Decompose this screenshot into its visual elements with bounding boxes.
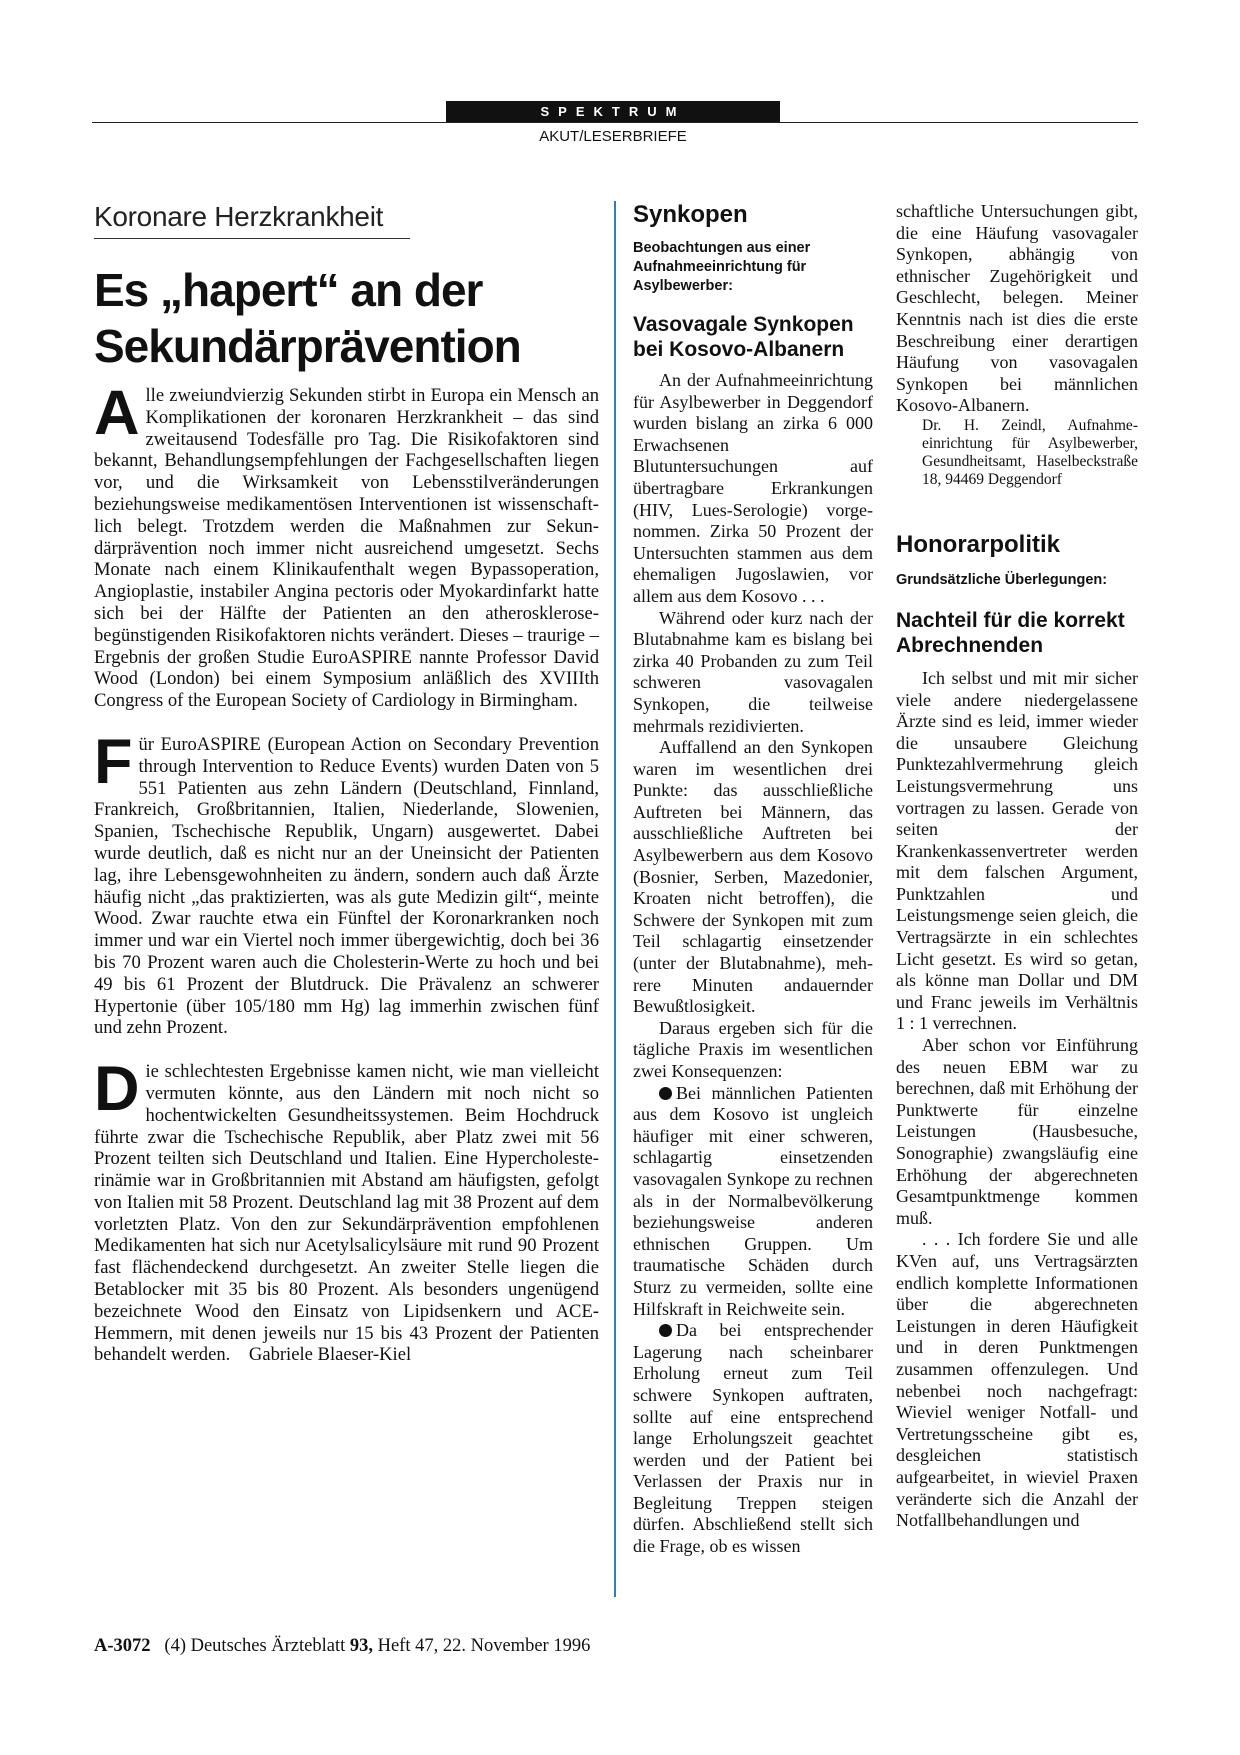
letter-paragraph: Auffallend an den Synkopen waren im wesentlichen drei Punkte: das ausschließliche Auftreten bei Männern, das ausschließliche Auftreten bei Asylbewerbern aus dem Kosovo (Bosnier, Serben, Mazedonier, Kroaten nicht betroffen), die Schwere der Synkopen mit zum Teil schlagartig einsetzender (unter der Blutabnahme), mehrere Minuten andauernder Bewußtlosigkeit. — [633, 737, 873, 1017]
topic-underline — [94, 238, 410, 239]
bullet-text: Da bei entsprechender Lagerung nach scheinbarer Erholung erneut zum Teil schwere Synkopen auftraten, sollte auf eine entsprechend lange Erholungszeit geachtet werden und der Patient bei Verlassen der Praxis nur in Begleitung Treppen steigen dürfen. Abschließend stellt sich die Frage, ob es wissen — [633, 1320, 873, 1557]
letter-paragraph: schaftliche Untersuchungen gibt, die eine Häufung vasovagaler Synkopen, abhängig von ethnischer Zugehörigkeit und Geschlecht, belegen. Meiner Kenntnis nach ist dies die erste Beschreibung einer derartigen Häufung von vasovagalen Synkopen bei männlichen Kosovo-Albanern. — [896, 201, 1138, 416]
bullet-icon — [659, 1087, 672, 1100]
letter-body-continued — [896, 201, 1138, 417]
drop-cap: D — [94, 1054, 140, 1125]
paragraph-text: ie schlechtesten Ergebnisse kamen nicht, wie man vielleicht vermuten könnte, aus den Ländern mit noch nicht so hochentwickelten Gesundheitssystemen. Beim Hochdruck führte zwar die Tschechische Republik, aber Platz zwei mit 56 Prozent teilten sich Deutschland und Italien. Eine Hypercholesterinämie war in Großbritannien mit Abstand am häufigsten, gefolgt von Italien mit 58 Prozent. Deutschland lag mit 38 Prozent auf dem vorletzten Platz. Von den zur Sekundärprävention empfohlenen Medikamenten hat sich nur Acetylsalicylsäure mit rund 90 Prozent fast flächendeckend durchgesetzt. An zweiter Stelle liegen die Betablocker mit 35 bis 80 Prozent. Als besonders ungenügend bezeichnete Wood den Einsatz von Lipidsenkern und ACE-Hemmern, mit denen jeweils nur 15 bis 43 Prozent der Patienten behandelt werden. — [94, 1061, 599, 1366]
letter-synkopen — [633, 201, 873, 1558]
journal-volume: 93, — [349, 1636, 373, 1656]
letter-paragraph — [633, 1083, 873, 1321]
letter-paragraph: Aber schon vor Einführung des neuen EBM war zu berechnen, daß mit Erhöhung der Punktwerte für einzelne Leistungen (Hausbesuche, Sonographie) zwangsläufig eine Erhöhung der abgerechneten Gesamtpunktmenge kommen muß. — [896, 1035, 1138, 1228]
letter-paragraph: Ich selbst und mit mir sicher viele andere niedergelassene Ärzte sind es leid, immer wieder die unsaubere Gleichung Punktezahlvermehrung gleich Leistungsvermehrung uns vortragen zu lassen. Gerade von seiten der Krankenkassenvertreter werden mit dem falschen Argument, Punktzahlen und Leistungsmenge seien gleich, die Vertragsärzte in ein schlechtes Licht gesetzt. Es wird so getan, als könne man Dollar und DM und Franc jeweils im Verhältnis 1 : 1 verrechnen. — [896, 667, 1138, 1034]
article-topic: Koronare Herzkrankheit — [94, 201, 384, 232]
bullet-text: Bei männlichen Patienten aus dem Kosovo ist ungleich häufiger mit einer schweren, schlagartig einsetzenden vasovagalen Synkope zu rechnen als in der Normalbevölkerung beziehungsweise anderen ethnischen Gruppen. Um traumatische Schäden durch Sturz zu vermeiden, sollte eine Hilfskraft in Reichweite sein. — [633, 1082, 873, 1319]
letter-body — [896, 668, 1138, 1532]
header-rule — [92, 122, 1138, 123]
article-paragraph — [94, 1054, 599, 1366]
letter-paragraph — [633, 1320, 873, 1558]
letter-kicker: Beobachtungen aus einer Aufnahmeeinrichtung für Asylbewerber: — [633, 240, 811, 294]
drop-cap: F — [94, 726, 133, 797]
journal-issue: Heft 47, 22. November 1996 — [377, 1636, 591, 1656]
column-three — [896, 201, 1138, 1532]
column-divider — [614, 201, 616, 1597]
letter-body — [633, 370, 873, 1558]
article-author: Gabriele Blaeser-Kiel — [248, 1344, 412, 1366]
subsection-label: AKUT/LESERBRIEFE — [539, 128, 687, 145]
letter-title: Synkopen — [633, 201, 748, 228]
page-footer — [94, 1636, 590, 1657]
article-headline: Es „hapert“ an der Sekundärprävention — [94, 264, 521, 372]
paragraph-text: lle zweiundvierzig Sekunden stirbt in Europa ein Mensch an Komplikationen der koronaren Herzkrankheit – das sind zweitausend Todesfälle pro Tag. Die Risikofaktoren sind bekannt, Behandlungsempfehlungen der Fachgesellschaften liegen vor, und die Wirksamkeit von Lebensstilveränderungen beziehungsweise medikamentösen Interventionen ist wissenschaftlich belegt. Trotzdem werden die Maßnahmen zur Sekundärprävention noch immer nicht ausreichend umgesetzt. Sechs Monate nach einem Klinikaufenthalt wegen Bypassoperation, Angioplastie, instabiler Angina pectoris oder Myokardinfarkt hatte sich bei der Hälfte der Patienten an den atherosklerose-begünstigenden Risikofaktoren nichts verändert. Dieses – traurige – Ergebnis der großen Studie EuroASPIRE nannte Professor David Wood (London) bei einem Symposium anläßlich des XVIIIth Congress of the European Society of Cardiology in Birmingham. — [94, 385, 599, 712]
letter-subtitle: Nachteil für die korrekt Abrechnenden — [896, 608, 1125, 657]
article-paragraph — [94, 378, 599, 712]
letter-paragraph: Während oder kurz nach der Blutabnahme kam es bislang bei zirka 40 Probanden zu zum Teil schweren vasovagalen Synkopen, die teilweise mehrmals rezidivierten. — [633, 607, 873, 736]
letter-paragraph: Daraus ergeben sich für die tägliche Praxis im wesentlichen zwei Konsequenzen: — [633, 1017, 873, 1081]
letter-kicker: Grundsätzliche Überlegungen: — [896, 571, 1108, 588]
page-code: A-3072 — [94, 1636, 151, 1656]
letter-paragraph: An der Aufnahmeeinrichtung für Asylbewerber in Deggendorf wurden bislang an zirka 6 000 Erwachsenen Blutuntersuchungen auf übertragbare Erkrankungen (HIV, Lues-Serologie) vorgenommen. Zirka 50 Prozent der Untersuchten stammen aus dem ehemaligen Jugoslawien, vor allem aus dem Kosovo . . . — [633, 370, 873, 606]
journal-name: Deutsches Ärzteblatt — [190, 1636, 346, 1656]
article-paragraph — [94, 726, 599, 1039]
letter-subtitle: Vasovagale Synkopen bei Kosovo-Albanern — [633, 313, 854, 361]
letter-title: Honorarpolitik — [896, 530, 1061, 558]
section-label: SPEKTRUM — [446, 101, 780, 122]
article-body — [94, 378, 599, 1366]
letter-paragraph: . . . Ich fordere Sie und alle KVen auf, uns Vertragsärzten endlich komplette Informationen über die abgerechneten Leistungen in deren Häufigkeit und in deren Punktmengen zusammen offenzulegen. Und nebenbei noch nachgefragt: Wieviel weniger Notfall- und Vertretungsscheine gibt es, desgleichen statistisch aufgearbeitet, in wieviel Praxen veränderte sich die Anzahl der Notfallbehandlungen und — [896, 1229, 1138, 1531]
page-number: (4) — [164, 1636, 186, 1656]
bullet-icon — [659, 1324, 672, 1337]
letter-signature: Dr. H. Zeindl, Aufnahmeeinrichtung für Asylbewerber, Gesundheitsamt, Haselbeckstraße 18, 94469 Deggendorf — [922, 416, 1138, 488]
paragraph-text: ür EuroASPIRE (European Action on Secondary Prevention through Intervention to Reduce Events) wurden Daten von 5 551 Patienten aus zehn Ländern (Deutschland, Finnland, Frankreich, Großbritannien, Italien, Niederlande, Slowenien, Spanien, Tschechische Republik, Ungarn) ausgewertet. Dabei wurde deutlich, daß es nicht nur an der Uneinsicht der Patienten lag, ihre Lebensgewohnheiten zu ändern, sondern auch daß Ärzte häufig nicht „das praktizierten, was als gute Medizin gilt“, meinte Wood. Zwar rauchte etwa ein Fünftel der Koronarkranken noch immer und war ein Viertel noch immer übergewichtig, doch bei 36 bis 70 Prozent waren auch die Cholesterin-Werte zu hoch und bei 49 bis 61 Prozent der Blutdruck. Die Prävalenz an schwerer Hypertonie (über 105/180 mm Hg) lag immerhin zwischen fünf und zehn Prozent. — [94, 733, 599, 1039]
drop-cap: A — [94, 378, 140, 448]
